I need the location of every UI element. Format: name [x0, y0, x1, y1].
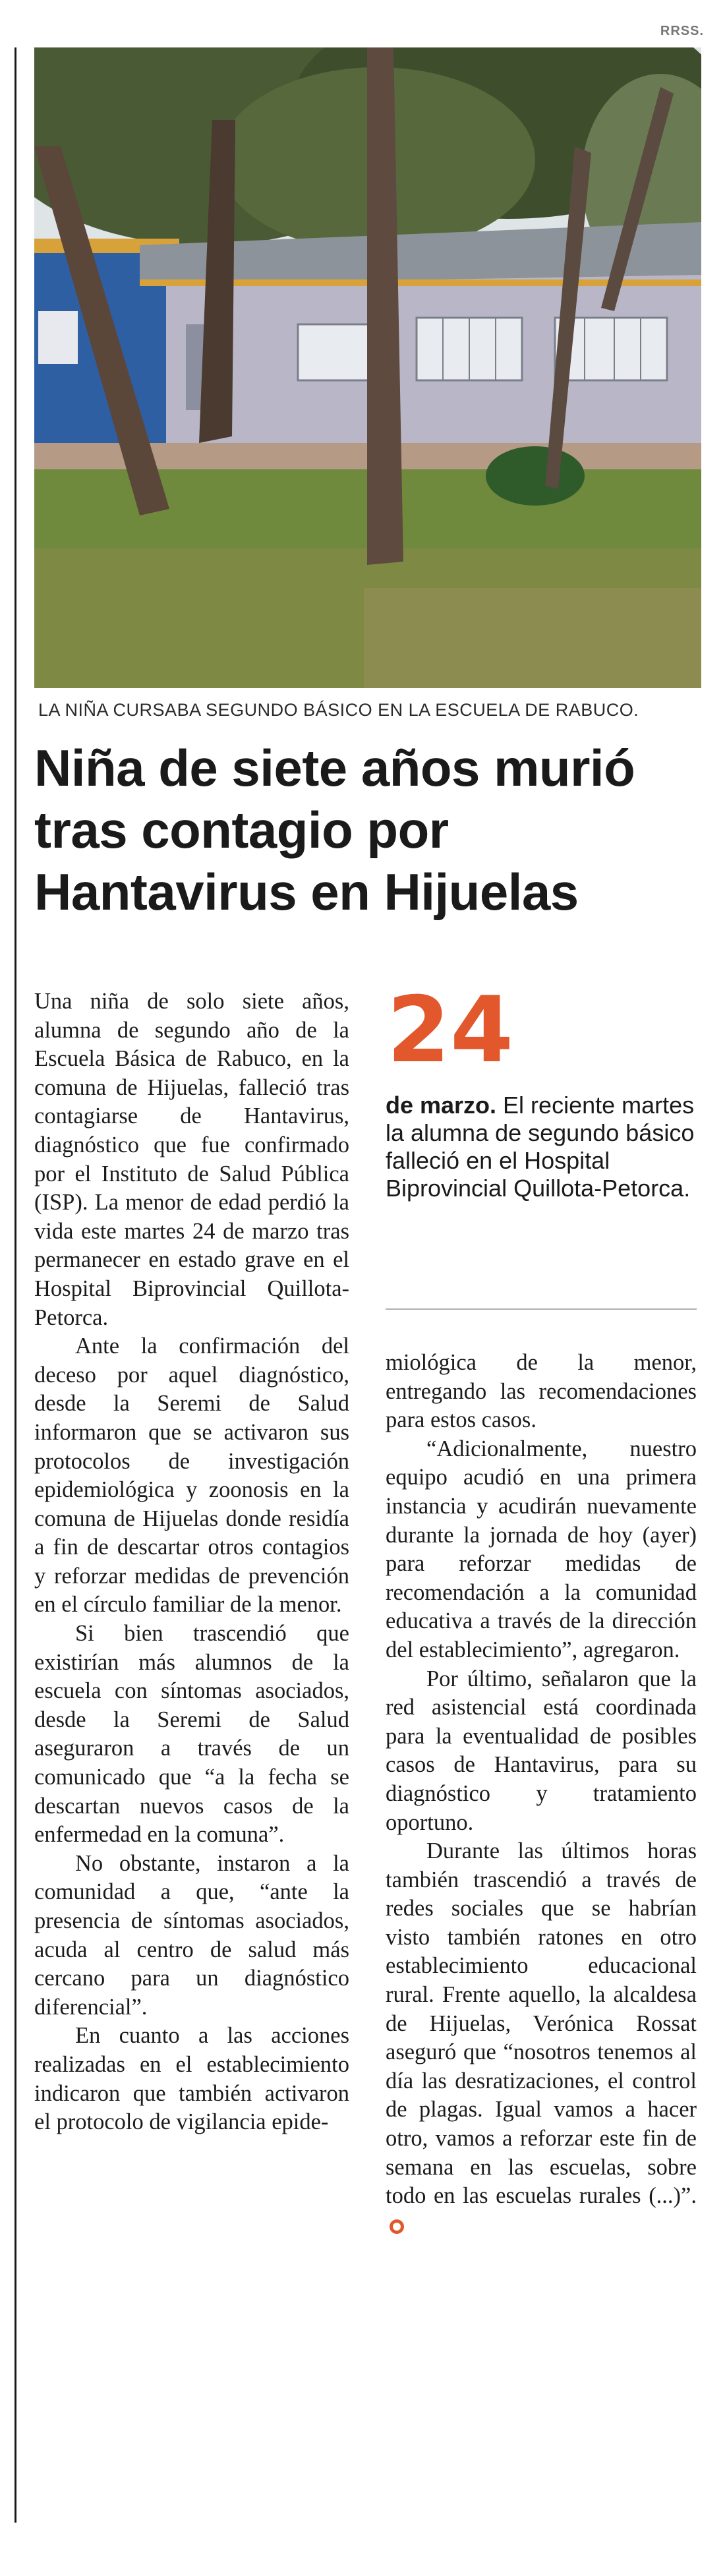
paragraph: “Adicionalmente, nuestro equipo acudió en una primera instancia y acudirán nuevamente durante la jornada de hoy (ayer) para reforzar medidas de recomendación a la comunidad educativa a través de la dirección del establecimiento”, agregaron.: [386, 1436, 697, 1662]
photo-caption: LA NIÑA CURSABA SEGUNDO BÁSICO EN LA ESCUELA DE RABUCO.: [38, 700, 639, 720]
paragraph: [386, 1837, 697, 2239]
date-highlight: [386, 977, 697, 1202]
article-column-1: [34, 987, 349, 2137]
paragraph: En cuanto a las acciones realizadas en el establecimiento indicaron que también activaron el protocolo de vigilancia epide-: [34, 2023, 349, 2135]
article-column-2: [386, 1349, 697, 2239]
headline: Niña de siete años murió tras contagio por Hantavirus en Hijuelas: [34, 739, 635, 921]
end-mark-icon: [390, 2219, 404, 2234]
photo-credit: RRSS.: [660, 24, 704, 38]
highlight-divider: [386, 1308, 697, 1310]
paragraph: Por último, señalaron que la red asistencial está coordinada para la eventualidad de posibles casos de Hantavirus, para su diagnóstico y tratamiento oportuno.: [386, 1666, 697, 1835]
highlight-body: El reciente martes la alumna de segundo básico falleció en el Hospital Biprovincial Quillota-Petorca.: [386, 1092, 695, 1202]
paragraph: miológica de la menor, entregando las recomendaciones para estos casos.: [386, 1350, 697, 1433]
highlight-number: 24: [387, 977, 514, 1083]
article-photo: [34, 47, 701, 688]
paragraph: Una niña de solo siete años, alumna de segundo año de la Escuela Básica de Rabuco, en la comuna de Hijuelas, falleció tras contagiarse de Hantavirus, diagnóstico que fue confirmado por el Instituto de Salud Pública (ISP). La menor de edad perdió la vida este martes 24 de marzo tras permanecer en estado grave en el Hospital Biprovincial Quillota-Petorca.: [34, 989, 349, 1330]
paragraph: No obstante, instaron a la comunidad a que, “ante la presencia de síntomas asociados, acuda al centro de salud más cercano para un diagnóstico diferencial”.: [34, 1850, 349, 2020]
paragraph: Si bien trascendió que existirían más alumnos de la escuela con síntomas asociados, desde la Seremi de Salud aseguraron a través de un comunicado que “a la fecha se descartan nuevos casos de la enfermedad en la comuna”.: [34, 1621, 349, 1848]
column-rule: [14, 47, 16, 2523]
highlight-lead: de marzo.: [386, 1092, 497, 1119]
paragraph: Ante la confirmación del deceso por aquel diagnóstico, desde la Seremi de Salud informaron que se activaron sus protocolos de investigación epidemiológica y zoonosis en la comuna de Hijuelas donde residía a fin de descartar otros contagios y reforzar medidas de prevención en el círculo familiar de la menor.: [34, 1333, 349, 1618]
paragraph-text: Durante las últimos horas también trascendió a través de redes sociales que se habrían visto también ratones en otro establecimiento educacional rural. Frente aquello, la alcaldesa de Hijuelas, Verónica Rossat aseguró que “nosotros tenemos al día las desratizaciones, el control de plagas. Igual vamos a hacer otro, vamos a reforzar este fin de semana en las escuelas, sobre todo en las escuelas rurales (...)”.: [386, 1838, 697, 2209]
highlight-text: [386, 1092, 697, 1202]
